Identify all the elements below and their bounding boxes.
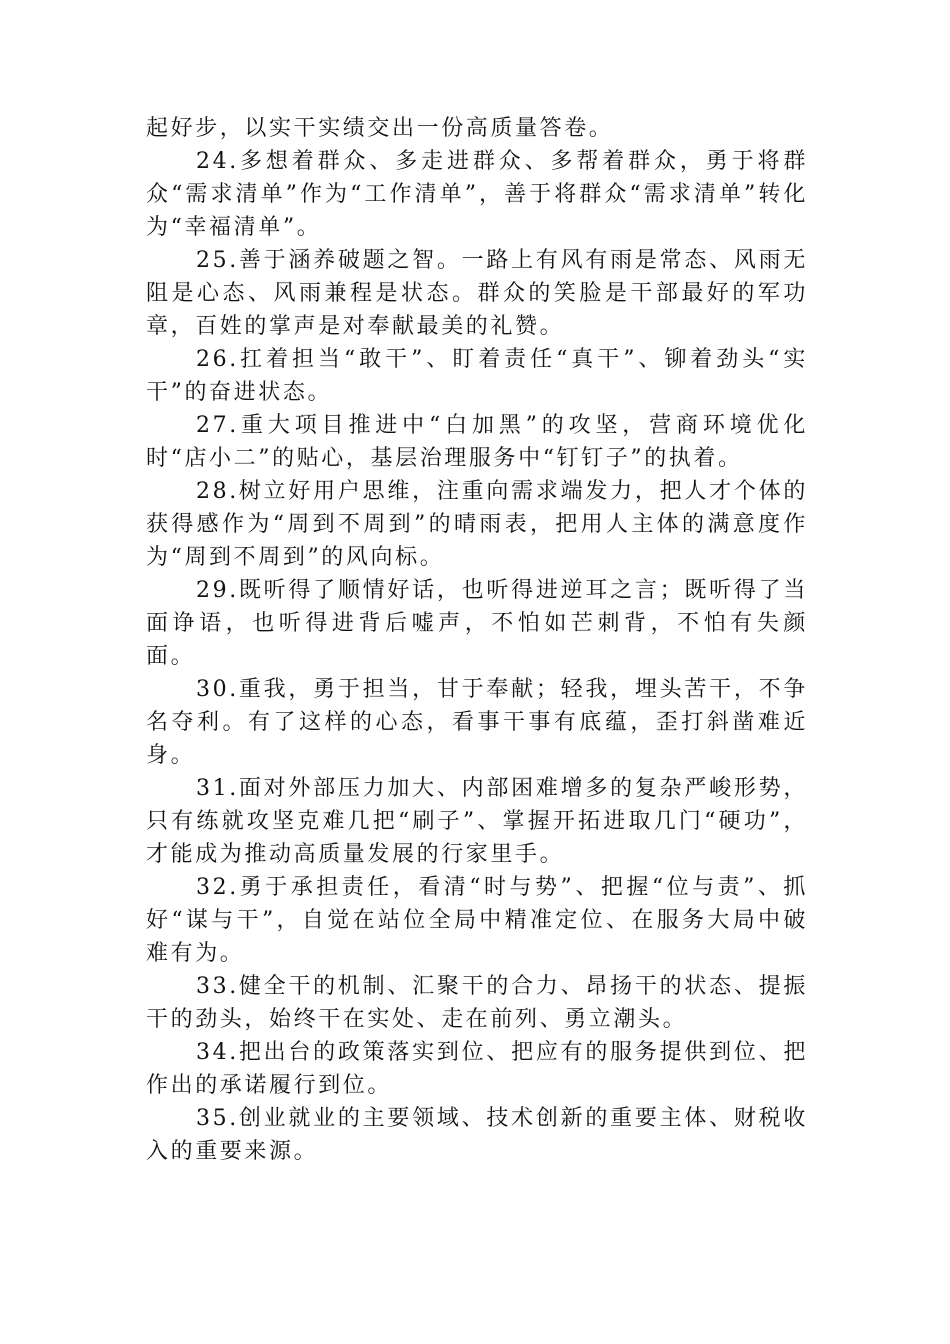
paragraph-28: 28.树立好用户思维，注重向需求端发力，把人才个体的获得感作为“周到不周到”的晴雨表，把用人主体的满意度作为“周到不周到”的风向标。 [146,479,808,570]
document-page [146,112,808,1168]
paragraph-24: 24.多想着群众、多走进群众、多帮着群众，勇于将群众“需求清单”作为“工作清单”，善于将群众“需求清单”转化为“幸福清单”。 [146,149,808,240]
paragraph-33: 33.健全干的机制、汇聚干的合力、昂扬干的状态、提振干的劲头，始终干在实处、走在前列、勇立潮头。 [146,974,808,1032]
paragraph-34: 34.把出台的政策落实到位、把应有的服务提供到位、把作出的承诺履行到位。 [146,1040,808,1098]
paragraph-31: 31.面对外部压力加大、内部困难增多的复杂严峻形势，只有练就攻坚克难几把“刷子”、掌握开拓进取几门“硬功”，才能成为推动高质量发展的行家里手。 [146,776,808,867]
paragraph-30: 30.重我，勇于担当，甘于奉献；轻我，埋头苦干，不争名夺利。有了这样的心态，看事干事有底蕴，歪打斜凿难近身。 [146,677,808,768]
paragraph-26: 26.扛着担当“敢干”、盯着责任“真干”、铆着劲头“实干”的奋进状态。 [146,347,808,405]
paragraph-27: 27.重大项目推进中“白加黑”的攻坚，营商环境优化时“店小二”的贴心，基层治理服务中“钉钉子”的执着。 [146,413,808,471]
paragraph-35: 35.创业就业的主要领域、技术创新的重要主体、财税收入的重要来源。 [146,1106,808,1164]
paragraph-32: 32.勇于承担责任，看清“时与势”、把握“位与责”、抓好“谋与干”，自觉在站位全局中精准定位、在服务大局中破难有为。 [146,875,808,966]
paragraph-25: 25.善于涵养破题之智。一路上有风有雨是常态、风雨无阻是心态、风雨兼程是状态。群众的笑脸是干部最好的军功章，百姓的掌声是对奉献最美的礼赞。 [146,248,808,339]
paragraph-29: 29.既听得了顺情好话，也听得进逆耳之言；既听得了当面诤语，也听得进背后嘘声，不怕如芒刺背，不怕有失颜面。 [146,578,808,669]
paragraph-continuation: 起好步，以实干实绩交出一份高质量答卷。 [146,116,614,141]
